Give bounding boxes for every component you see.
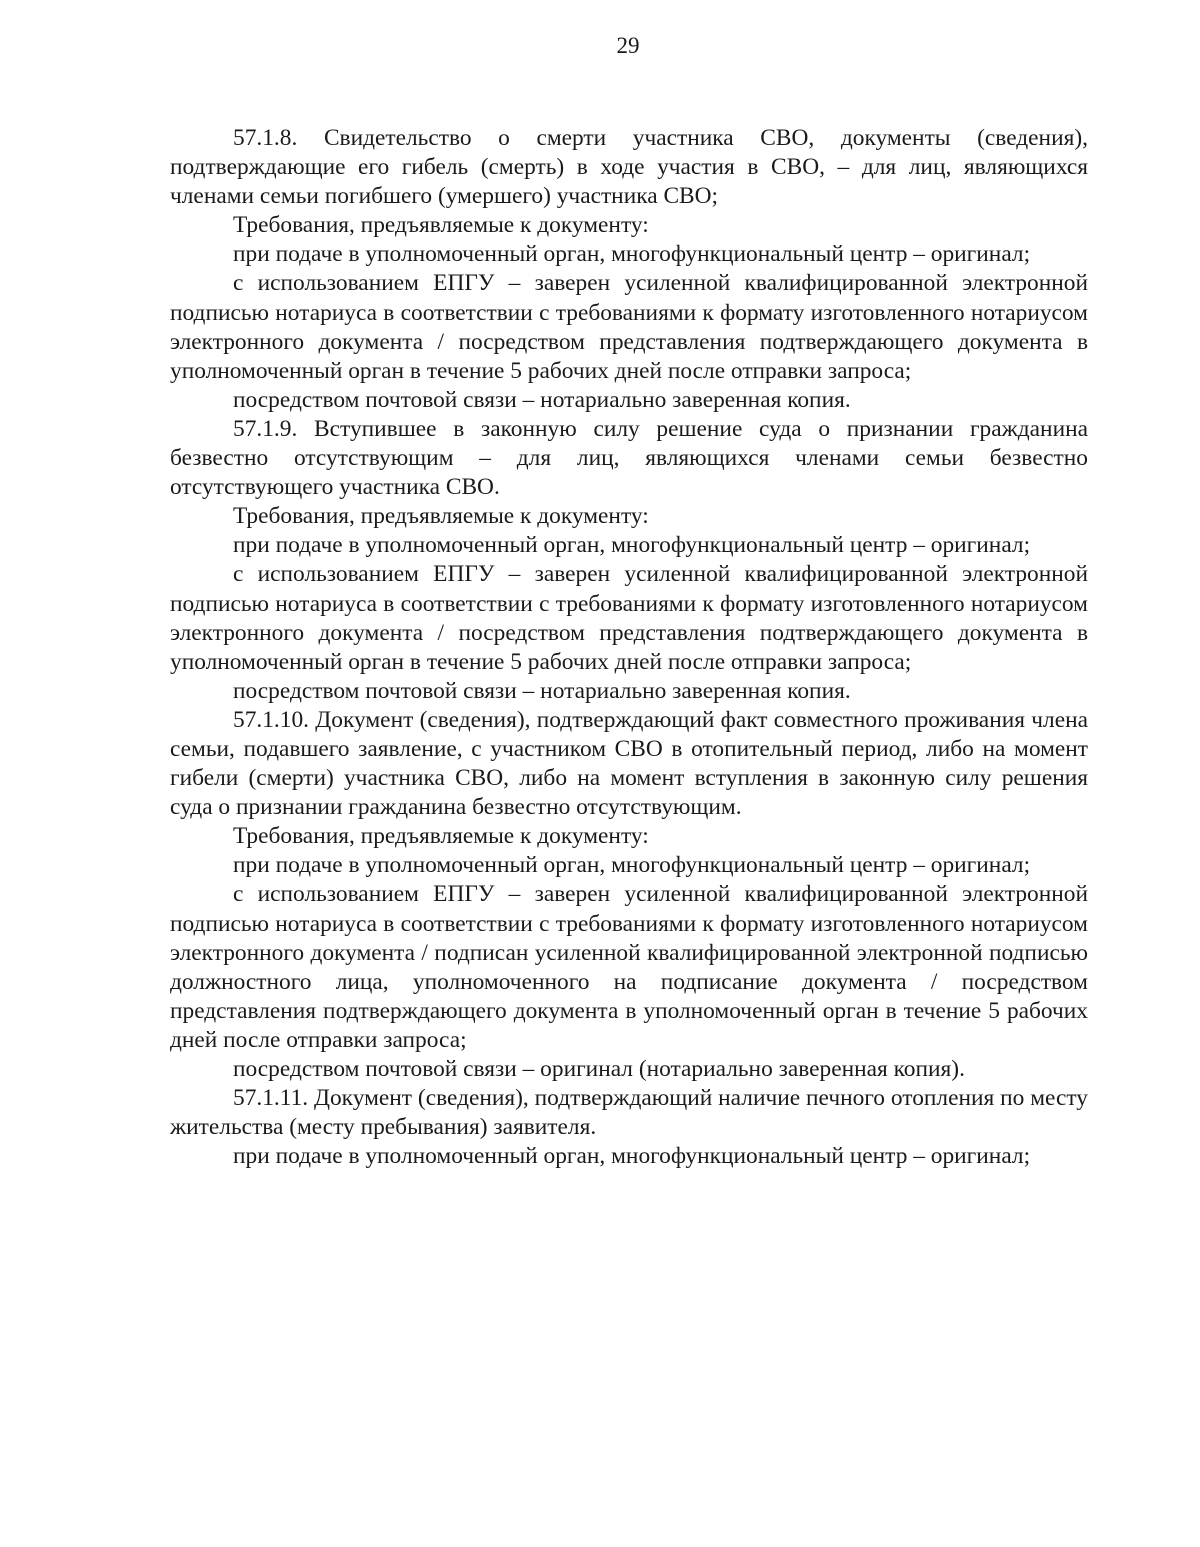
requirements-heading: Требования, предъявляемые к документу: (233, 212, 649, 239)
requirements-heading: Требования, предъявляемые к документу: (233, 503, 649, 530)
requirement-postal: посредством почтовой связи – нотариально заверенная копия. (233, 386, 851, 413)
requirement-epgu: с использованием ЕПГУ – заверен усиленной квалифицированной электронной подписью нотариуса в соответствии с требованиями к формату изготовленного нотариусом электронного документа / посредством представления подтверждающего документа в уполномоченный орган в течение 5 рабочих дней после отправки запроса; (170, 561, 1088, 675)
document-body (170, 124, 1088, 1171)
requirement-epgu: с использованием ЕПГУ – заверен усиленной квалифицированной электронной подписью нотариуса в соответствии с требованиями к формату изготовленного нотариусом электронного документа / посредством представления подтверждающего документа в уполномоченный орган в течение 5 рабочих дней после отправки запроса; (170, 270, 1088, 384)
requirement-in-person: при подаче в уполномоченный орган, многофункциональный центр – оригинал; (233, 852, 1031, 879)
paragraph-57-1-11: 57.1.11. Документ (сведения), подтверждающий наличие печного отопления по месту жительства (месту пребывания) заявителя. (170, 1085, 1088, 1141)
requirement-postal: посредством почтовой связи – оригинал (нотариально заверенная копия). (233, 1056, 965, 1082)
requirement-in-person: при подаче в уполномоченный орган, многофункциональный центр – оригинал; (233, 1143, 1031, 1170)
requirement-in-person: при подаче в уполномоченный орган, многофункциональный центр – оригинал; (233, 532, 1031, 559)
paragraph-57-1-10: 57.1.10. Документ (сведения), подтверждающий факт совместного проживания члена семьи, подавшего заявление, с участником СВО в отопительный период, либо на момент гибели (смерти) участника СВО, либо на момент вступления в законную силу решения суда о признании гражданина безвестно отсутствующим. (170, 706, 1088, 821)
requirement-in-person: при подаче в уполномоченный орган, многофункциональный центр – оригинал; (233, 241, 1031, 268)
paragraph-57-1-9: 57.1.9. Вступившее в законную силу решение суда о признании гражданина безвестно отсутствующим – для лиц, являющихся членами семьи безвестно отсутствующего участника СВО. (170, 415, 1088, 501)
requirement-epgu: с использованием ЕПГУ – заверен усиленной квалифицированной электронной подписью нотариуса в соответствии с требованиями к формату изготовленного нотариусом электронного документа / подписан усиленной квалифицированной электронной подписью должностного лица, уполномоченного на подписание документа / посредством представления подтверждающего документа в уполномоченный орган в течение 5 рабочих дней после отправки запроса; (170, 881, 1088, 1053)
paragraph-57-1-8: 57.1.8. Свидетельство о смерти участника СВО, документы (сведения), подтверждающие его гибель (смерть) в ходе участия в СВО, – для лиц, являющихся членами семьи погибшего (умершего) участника СВО; (170, 125, 1088, 210)
page-number: 29 (616, 33, 640, 58)
requirement-postal: посредством почтовой связи – нотариально заверенная копия. (233, 677, 851, 704)
requirements-heading: Требования, предъявляемые к документу: (233, 823, 649, 850)
